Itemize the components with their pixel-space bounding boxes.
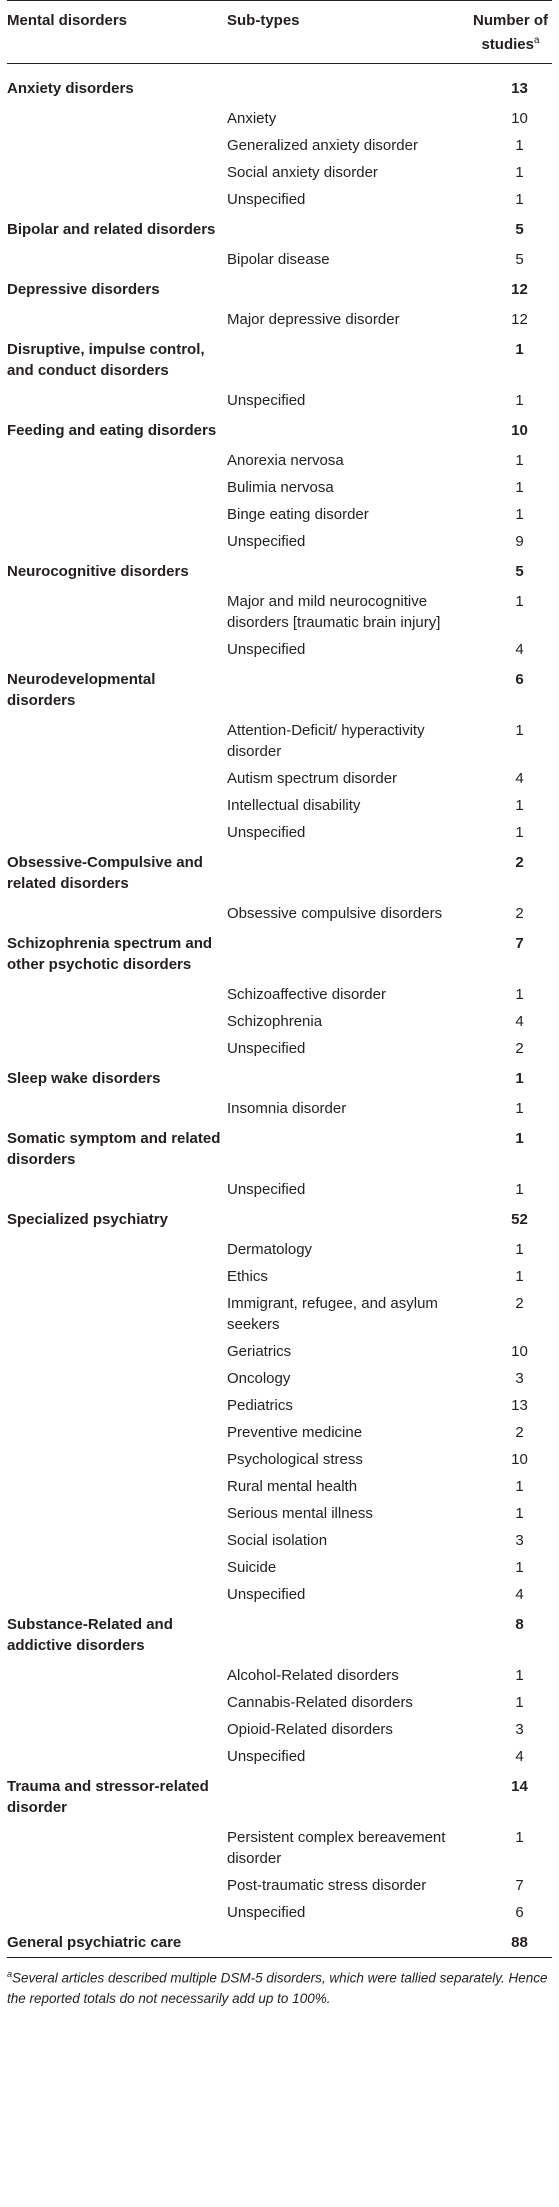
disorder-cell — [7, 501, 223, 528]
disorder-cell — [7, 1095, 223, 1122]
disorder-cell: Somatic symptom and related disorders — [7, 1130, 221, 1168]
disorder-cell: Neurocognitive disorders — [7, 563, 189, 580]
disorders-table — [7, 0, 552, 1958]
study-count-cell: 1 — [515, 593, 524, 610]
disorder-cell — [7, 1500, 223, 1527]
disorder-cell — [7, 159, 223, 186]
category-row — [7, 64, 552, 106]
study-count-cell: 6 — [515, 1904, 524, 1921]
subtype-cell: Unspecified — [227, 1586, 306, 1603]
subtype-cell — [223, 64, 469, 106]
disorder-cell — [7, 1872, 223, 1899]
disorder-cell — [7, 246, 223, 273]
disorder-cell — [7, 1689, 223, 1716]
subtype-cell — [223, 213, 469, 246]
study-count-cell: 3 — [515, 1721, 524, 1738]
subtype-cell: Unspecified — [227, 1748, 306, 1765]
subtype-row — [7, 1554, 552, 1581]
study-count-cell: 1 — [515, 1070, 524, 1087]
study-count-cell: 7 — [515, 1877, 524, 1894]
disorder-cell — [7, 1899, 223, 1926]
subtype-row — [7, 1527, 552, 1554]
study-count-cell: 4 — [515, 1013, 524, 1030]
study-count-cell: 2 — [515, 1040, 524, 1057]
subtype-cell — [223, 1203, 469, 1236]
subtype-row — [7, 981, 552, 1008]
study-count-cell: 14 — [511, 1778, 528, 1795]
subtype-cell — [223, 333, 469, 387]
disorder-cell — [7, 636, 223, 663]
subtype-cell: Insomnia disorder — [227, 1100, 347, 1117]
study-count-cell: 2 — [515, 1295, 524, 1312]
subtype-cell — [223, 273, 469, 306]
disorder-cell — [7, 1176, 223, 1203]
subtype-cell: Schizoaffective disorder — [227, 986, 386, 1003]
subtype-cell — [223, 1062, 469, 1095]
study-count-cell: 4 — [515, 641, 524, 658]
disorder-cell — [7, 765, 223, 792]
study-count-cell: 1 — [515, 1100, 524, 1117]
subtype-cell: Major and mild neurocognitive disorders [traumatic brain injury] — [227, 593, 441, 631]
study-count-cell: 2 — [515, 905, 524, 922]
subtype-cell: Cannabis-Related disorders — [227, 1694, 413, 1711]
subtype-cell: Persistent complex bereavement disorder — [227, 1829, 446, 1867]
subtype-cell: Obsessive compulsive disorders — [227, 905, 443, 922]
disorder-cell: Bipolar and related disorders — [7, 221, 216, 238]
subtype-cell: Bulimia nervosa — [227, 479, 334, 496]
disorder-cell — [7, 981, 223, 1008]
subtype-row — [7, 1662, 552, 1689]
subtype-row — [7, 132, 552, 159]
subtype-cell: Unspecified — [227, 392, 306, 409]
subtype-row — [7, 246, 552, 273]
study-count-cell: 1 — [515, 506, 524, 523]
header-sub-types: Sub-types — [223, 1, 469, 64]
disorder-cell — [7, 1263, 223, 1290]
subtype-cell: Social anxiety disorder — [227, 164, 378, 181]
category-row — [7, 1062, 552, 1095]
disorder-cell: Substance-Related and addictive disorders — [7, 1616, 173, 1654]
study-count-cell: 1 — [515, 1478, 524, 1495]
study-count-cell: 2 — [515, 1424, 524, 1441]
disorder-cell: Anxiety disorders — [7, 80, 134, 97]
subtype-row — [7, 1689, 552, 1716]
header-number-of-studies — [469, 1, 552, 64]
subtype-row — [7, 1743, 552, 1770]
study-count-cell: 4 — [515, 770, 524, 787]
subtype-cell: Unspecified — [227, 1181, 306, 1198]
disorder-cell — [7, 447, 223, 474]
disorder-cell: Neurodevelopmental disorders — [7, 671, 156, 709]
disorder-cell — [7, 1290, 223, 1338]
disorder-cell — [7, 105, 223, 132]
subtype-row — [7, 387, 552, 414]
disorder-cell: Specialized psychiatry — [7, 1211, 168, 1228]
subtype-cell: Post-traumatic stress disorder — [227, 1877, 427, 1894]
subtype-cell: Serious mental illness — [227, 1505, 373, 1522]
subtype-cell: Bipolar disease — [227, 251, 330, 268]
subtype-cell: Unspecified — [227, 533, 306, 550]
subtype-row — [7, 1176, 552, 1203]
category-row — [7, 333, 552, 387]
disorder-cell — [7, 474, 223, 501]
table-body — [7, 64, 552, 1958]
subtype-cell: Opioid-Related disorders — [227, 1721, 393, 1738]
study-count-cell: 1 — [515, 341, 524, 358]
disorder-cell — [7, 1716, 223, 1743]
subtype-row — [7, 1392, 552, 1419]
subtype-row — [7, 1236, 552, 1263]
header-count-label: Number of studies — [473, 12, 548, 53]
subtype-cell — [223, 1122, 469, 1176]
subtype-cell — [223, 927, 469, 981]
study-count-cell: 52 — [511, 1211, 528, 1228]
subtype-cell: Autism spectrum disorder — [227, 770, 398, 787]
study-count-cell: 5 — [515, 563, 524, 580]
study-count-cell: 1 — [515, 1667, 524, 1684]
disorder-cell — [7, 1035, 223, 1062]
subtype-cell: Anxiety — [227, 110, 277, 127]
subtype-cell: Psychological stress — [227, 1451, 363, 1468]
subtype-row — [7, 1473, 552, 1500]
disorder-cell: Feeding and eating disorders — [7, 422, 217, 439]
subtype-row — [7, 1716, 552, 1743]
footnote-marker: a — [7, 1969, 13, 1979]
category-row — [7, 846, 552, 900]
study-count-cell: 1 — [515, 1241, 524, 1258]
subtype-cell: Unspecified — [227, 824, 306, 841]
study-count-cell: 10 — [511, 110, 528, 127]
disorder-cell: Trauma and stressor-related disorder — [7, 1778, 209, 1816]
study-count-cell: 3 — [515, 1370, 524, 1387]
subtype-row — [7, 792, 552, 819]
subtype-row — [7, 1824, 552, 1872]
disorder-cell — [7, 1743, 223, 1770]
disorder-cell: General psychiatric care — [7, 1926, 223, 1958]
subtype-cell — [223, 663, 469, 717]
subtype-cell: Unspecified — [227, 1904, 306, 1921]
disorder-cell — [7, 1554, 223, 1581]
study-count-cell: 3 — [515, 1532, 524, 1549]
disorder-cell: Obsessive-Compulsive and related disorders — [7, 854, 203, 892]
study-count-cell: 12 — [511, 311, 528, 328]
subtype-row — [7, 186, 552, 213]
study-count-cell: 1 — [515, 479, 524, 496]
header-mental-disorders: Mental disorders — [7, 1, 223, 64]
category-row — [7, 213, 552, 246]
study-count-cell: 1 — [515, 1181, 524, 1198]
study-count-cell: 7 — [515, 935, 524, 952]
study-count-cell: 1 — [515, 824, 524, 841]
subtype-cell: Unspecified — [227, 191, 306, 208]
subtype-cell: Preventive medicine — [227, 1424, 363, 1441]
footnote-text: Several articles described multiple DSM-5 disorders, which were tallied separately. Hence the reported totals do not necessarily add up to 100%. — [7, 1970, 548, 2006]
subtype-row — [7, 1899, 552, 1926]
disorder-cell — [7, 1473, 223, 1500]
subtype-cell: Pediatrics — [227, 1397, 293, 1414]
header-row — [7, 1, 552, 64]
subtype-row — [7, 636, 552, 663]
subtype-row — [7, 1095, 552, 1122]
category-row — [7, 1122, 552, 1176]
subtype-row — [7, 1290, 552, 1338]
subtype-row — [7, 819, 552, 846]
subtype-cell: Geriatrics — [227, 1343, 292, 1360]
study-count-cell: 1 — [515, 452, 524, 469]
category-row — [7, 927, 552, 981]
disorder-cell — [7, 819, 223, 846]
subtype-cell: Alcohol-Related disorders — [227, 1667, 399, 1684]
study-count-cell: 8 — [515, 1616, 524, 1633]
study-count-cell: 1 — [515, 137, 524, 154]
category-row — [7, 273, 552, 306]
disorder-cell — [7, 1419, 223, 1446]
subtype-cell — [223, 414, 469, 447]
disorder-cell — [7, 1581, 223, 1608]
disorder-cell — [7, 1824, 223, 1872]
disorder-cell — [7, 1392, 223, 1419]
subtype-cell: Unspecified — [227, 641, 306, 658]
subtype-row — [7, 306, 552, 333]
disorder-cell — [7, 588, 223, 636]
study-count-cell: 10 — [511, 1451, 528, 1468]
subtype-row — [7, 501, 552, 528]
disorder-cell: Depressive disorders — [7, 281, 160, 298]
subtype-row — [7, 765, 552, 792]
disorder-cell — [7, 1338, 223, 1365]
subtype-cell: Unspecified — [227, 1040, 306, 1057]
study-count-cell: 1 — [515, 1559, 524, 1576]
disorder-cell — [7, 1662, 223, 1689]
disorder-cell — [7, 1236, 223, 1263]
subtype-cell: Social isolation — [227, 1532, 328, 1549]
disorder-cell — [7, 528, 223, 555]
study-count-cell: 1 — [515, 1268, 524, 1285]
subtype-row — [7, 1446, 552, 1473]
study-count-cell: 1 — [515, 191, 524, 208]
category-row — [7, 414, 552, 447]
study-count-cell: 1 — [515, 1829, 524, 1846]
study-count-cell: 5 — [515, 251, 524, 268]
subtype-cell: Major depressive disorder — [227, 311, 400, 328]
disorder-cell — [7, 792, 223, 819]
subtype-cell: Dermatology — [227, 1241, 313, 1258]
category-row — [7, 1770, 552, 1824]
subtype-row — [7, 1500, 552, 1527]
study-count-cell: 2 — [515, 854, 524, 871]
subtype-row — [7, 447, 552, 474]
disorder-cell — [7, 717, 223, 765]
subtype-cell — [223, 1608, 469, 1662]
study-count-cell: 1 — [515, 1505, 524, 1522]
disorder-cell — [7, 186, 223, 213]
subtype-row — [7, 1872, 552, 1899]
subtype-cell: Binge eating disorder — [227, 506, 369, 523]
category-row — [7, 1926, 552, 1958]
disorder-cell — [7, 306, 223, 333]
subtype-row — [7, 900, 552, 927]
study-count-cell: 1 — [515, 1694, 524, 1711]
subtype-cell — [223, 1770, 469, 1824]
study-count-cell: 1 — [515, 392, 524, 409]
subtype-cell — [223, 846, 469, 900]
disorder-cell: Disruptive, impulse control, and conduct disorders — [7, 341, 205, 379]
subtype-row — [7, 159, 552, 186]
subtype-row — [7, 105, 552, 132]
subtype-cell: Oncology — [227, 1370, 291, 1387]
category-row — [7, 663, 552, 717]
subtype-cell: Immigrant, refugee, and asylum seekers — [227, 1295, 438, 1333]
category-row — [7, 1203, 552, 1236]
study-count-cell: 9 — [515, 533, 524, 550]
study-count-cell: 1 — [515, 722, 524, 739]
disorder-cell — [7, 1008, 223, 1035]
disorder-cell: Schizophrenia spectrum and other psychotic disorders — [7, 935, 213, 973]
study-count-cell: 10 — [511, 422, 528, 439]
disorder-cell — [7, 1527, 223, 1554]
study-count-cell: 13 — [511, 1397, 528, 1414]
study-count-cell: 4 — [515, 1748, 524, 1765]
study-count-cell: 88 — [469, 1926, 552, 1958]
table-footnote — [7, 1964, 552, 2009]
subtype-cell — [223, 555, 469, 588]
subtype-cell: Suicide — [227, 1559, 277, 1576]
disorder-cell — [7, 1446, 223, 1473]
subtype-row — [7, 1263, 552, 1290]
study-count-cell: 13 — [511, 80, 528, 97]
disorder-cell — [7, 387, 223, 414]
study-count-cell: 1 — [515, 797, 524, 814]
study-count-cell: 10 — [511, 1343, 528, 1360]
subtype-cell: Attention-Deficit/ hyperactivity disorder — [227, 722, 425, 760]
subtype-row — [7, 1365, 552, 1392]
disorder-cell — [7, 900, 223, 927]
subtype-row — [7, 1338, 552, 1365]
study-count-cell: 12 — [511, 281, 528, 298]
disorder-cell — [7, 132, 223, 159]
study-count-cell: 5 — [515, 221, 524, 238]
table-header — [7, 1, 552, 64]
disorder-cell: Sleep wake disorders — [7, 1070, 161, 1087]
header-footnote-marker: a — [533, 35, 540, 46]
subtype-cell: Ethics — [227, 1268, 268, 1285]
study-count-cell: 1 — [515, 164, 524, 181]
category-row — [7, 1608, 552, 1662]
subtype-cell — [223, 1926, 469, 1958]
subtype-cell: Anorexia nervosa — [227, 452, 344, 469]
subtype-cell: Rural mental health — [227, 1478, 358, 1495]
category-row — [7, 555, 552, 588]
subtype-row — [7, 588, 552, 636]
subtype-cell: Schizophrenia — [227, 1013, 323, 1030]
study-count-cell: 1 — [515, 1130, 524, 1147]
study-count-cell: 1 — [515, 986, 524, 1003]
subtype-cell: Intellectual disability — [227, 797, 361, 814]
subtype-row — [7, 474, 552, 501]
subtype-row — [7, 717, 552, 765]
subtype-row — [7, 528, 552, 555]
study-count-cell: 6 — [515, 671, 524, 688]
subtype-row — [7, 1035, 552, 1062]
subtype-row — [7, 1419, 552, 1446]
subtype-row — [7, 1008, 552, 1035]
study-count-cell: 4 — [515, 1586, 524, 1603]
subtype-row — [7, 1581, 552, 1608]
disorder-cell — [7, 1365, 223, 1392]
subtype-cell: Generalized anxiety disorder — [227, 137, 418, 154]
